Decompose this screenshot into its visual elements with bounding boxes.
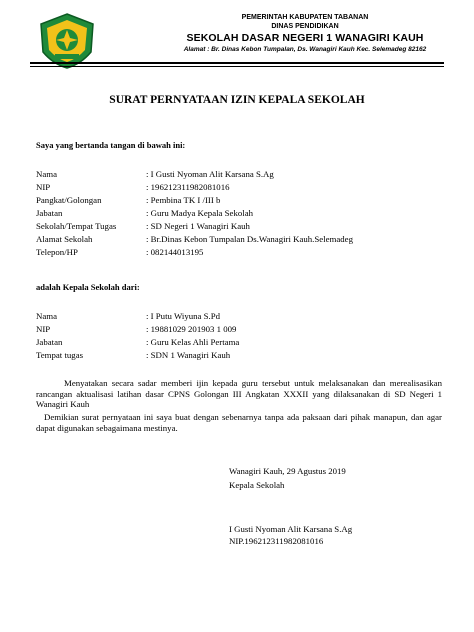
- signer-value: : I Gusti Nyoman Alit Karsana S.Ag: [146, 169, 274, 179]
- letterhead-department: DINAS PENDIDIKAN: [271, 23, 339, 30]
- place-date: Wanagiri Kauh, 29 Agustus 2019: [229, 466, 346, 476]
- signer-value: : SD Negeri 1 Wanagiri Kauh: [146, 221, 250, 231]
- signature-name: I Gusti Nyoman Alit Karsana S.Ag: [229, 524, 353, 534]
- teacher-value: : 19881029 201903 1 009: [146, 324, 237, 334]
- intro-text: Saya yang bertanda tangan di bawah ini:: [36, 140, 186, 150]
- signer-label: Jabatan: [36, 208, 63, 218]
- teacher-value: : Guru Kelas Ahli Pertama: [146, 337, 240, 347]
- teacher-label: Jabatan: [36, 337, 63, 347]
- letterhead-divider-thin: [30, 66, 444, 67]
- letterhead-address: Alamat : Br. Dinas Kebon Tumpalan, Ds. Wanagiri Kauh Kec. Selemadeg 82162: [183, 46, 427, 53]
- document-title: SURAT PERNYATAAN IZIN KEPALA SEKOLAH: [109, 94, 365, 106]
- signer-label: Nama: [36, 169, 58, 179]
- teacher-label: NIP: [36, 324, 51, 334]
- teacher-label: Tempat tugas: [36, 350, 84, 360]
- signature-nip: NIP.196212311982081016: [229, 536, 324, 546]
- teacher-value: : SDN 1 Wanagiri Kauh: [146, 350, 231, 360]
- letterhead-divider: [30, 62, 444, 64]
- signer-label: Telepon/HP: [36, 247, 78, 257]
- intro2-text: adalah Kepala Sekolah dari:: [36, 282, 140, 292]
- statement-paragraph: Menyatakan secara sadar memberi ijin kepada guru tersebut untuk melaksanakan dan merealisasikan rancangan aktualisasi latihan dasar CPNS Golongan III Angkatan XXXII yang dilaksanakan di SD Negeri 1 Wanagiri Kauh: [36, 378, 442, 409]
- signer-value: : Guru Madya Kepala Sekolah: [146, 208, 253, 218]
- teacher-value: : I Putu Wiyuna S.Pd: [146, 311, 221, 321]
- signature-role: Kepala Sekolah: [229, 480, 285, 490]
- signer-label: Sekolah/Tempat Tugas: [36, 221, 117, 231]
- letterhead-government: PEMERINTAH KABUPATEN TABANAN: [241, 14, 369, 21]
- teacher-label: Nama: [36, 311, 58, 321]
- closing-paragraph: Demikian surat pernyataan ini saya buat dengan sebenarnya tanpa ada paksaan dari pihak manapun, dan agar dapat digunakan sebagaimana mestinya.: [36, 412, 442, 433]
- signer-value: : Pembina TK I /III b: [146, 195, 221, 205]
- signer-value: : 196212311982081016: [146, 182, 230, 192]
- signer-value: : Br.Dinas Kebon Tumpalan Ds.Wanagiri Kauh.Selemadeg: [146, 234, 353, 244]
- signer-label: NIP: [36, 182, 51, 192]
- signer-label: Pangkat/Golongan: [36, 195, 102, 205]
- signer-value: : 082144013195: [146, 247, 204, 257]
- signer-label: Alamat Sekolah: [36, 234, 93, 244]
- letterhead-school: SEKOLAH DASAR NEGERI 1 WANAGIRI KAUH: [186, 32, 424, 44]
